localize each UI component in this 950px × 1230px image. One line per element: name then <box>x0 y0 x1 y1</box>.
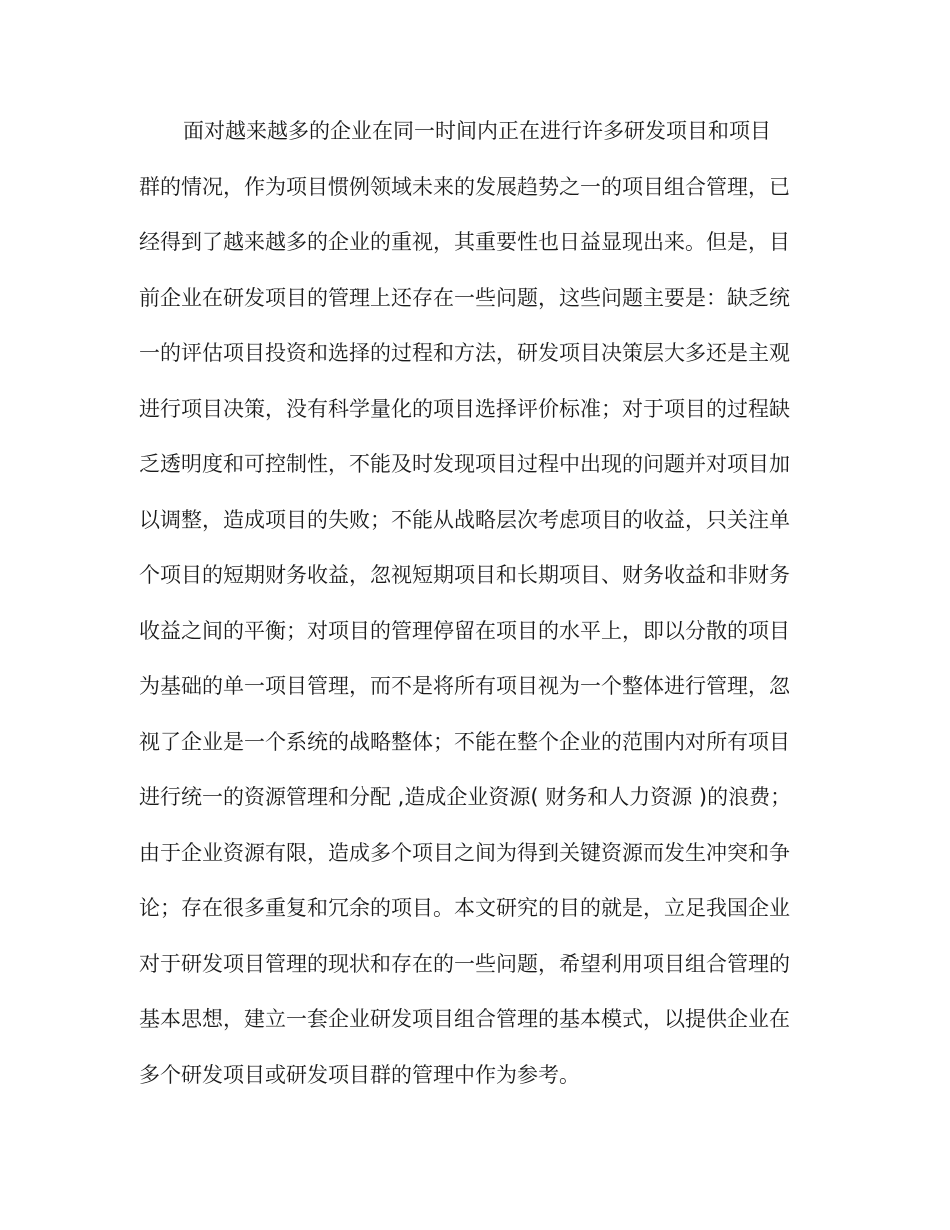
paragraph-line: 论；存在很多重复和冗余的项目。本文研究的目的就是，立足我国企业 <box>139 896 790 920</box>
paragraph-line: 基本思想，建立一套企业研发项目组合管理的基本模式，以提供企业在 <box>139 1007 790 1031</box>
paragraph-line: 进行统一的资源管理和分配 ,造成企业资源( 财务和人力资源 )的浪费； <box>139 785 792 809</box>
paragraph-line: 进行项目决策，没有科学量化的项目选择评价标准；对于项目的过程缺 <box>139 396 790 421</box>
paragraph-line: 对于研发项目管理的现状和存在的一些问题，希望利用项目组合管理的 <box>139 951 790 976</box>
paragraph-line: 乏透明度和可控制性，不能及时发现项目过程中出现的问题并对项目加 <box>139 452 790 476</box>
paragraph-line: 收益之间的平衡；对项目的管理停留在项目的水平上，即以分散的项目 <box>139 618 790 643</box>
paragraph-line: 一的评估项目投资和选择的过程和方法，研发项目决策层大多还是主观 <box>139 341 790 365</box>
paragraph-line: 为基础的单一项目管理，而不是将所有项目视为一个整体进行管理，忽 <box>139 674 790 698</box>
paragraph-line: 个项目的短期财务收益，忽视短期项目和长期项目、财务收益和非财务 <box>139 563 790 587</box>
paragraph-line: 群的情况，作为项目惯例领域未来的发展趋势之一的项目组合管理，已 <box>139 174 790 199</box>
paragraph-line: 以调整，造成项目的失败；不能从战略层次考虑项目的收益，只关注单 <box>139 507 790 532</box>
paragraph-line: 经得到了越来越多的企业的重视，其重要性也日益显现出来。但是，目 <box>139 230 790 254</box>
paragraph-line: 视了企业是一个系统的战略整体；不能在整个企业的范围内对所有项目 <box>139 729 790 754</box>
paragraph-line: 前企业在研发项目的管理上还存在一些问题，这些问题主要是：缺乏统 <box>139 285 790 310</box>
body-paragraph <box>139 104 811 1103</box>
paragraph-line: 多个研发项目或研发项目群的管理中作为参考。 <box>139 1062 580 1087</box>
paragraph-line: 面对越来越多的企业在同一时间内正在进行许多研发项目和项目 <box>183 119 771 143</box>
paragraph-line: 由于企业资源有限，造成多个项目之间为得到关键资源而发生冲突和争 <box>139 840 790 865</box>
